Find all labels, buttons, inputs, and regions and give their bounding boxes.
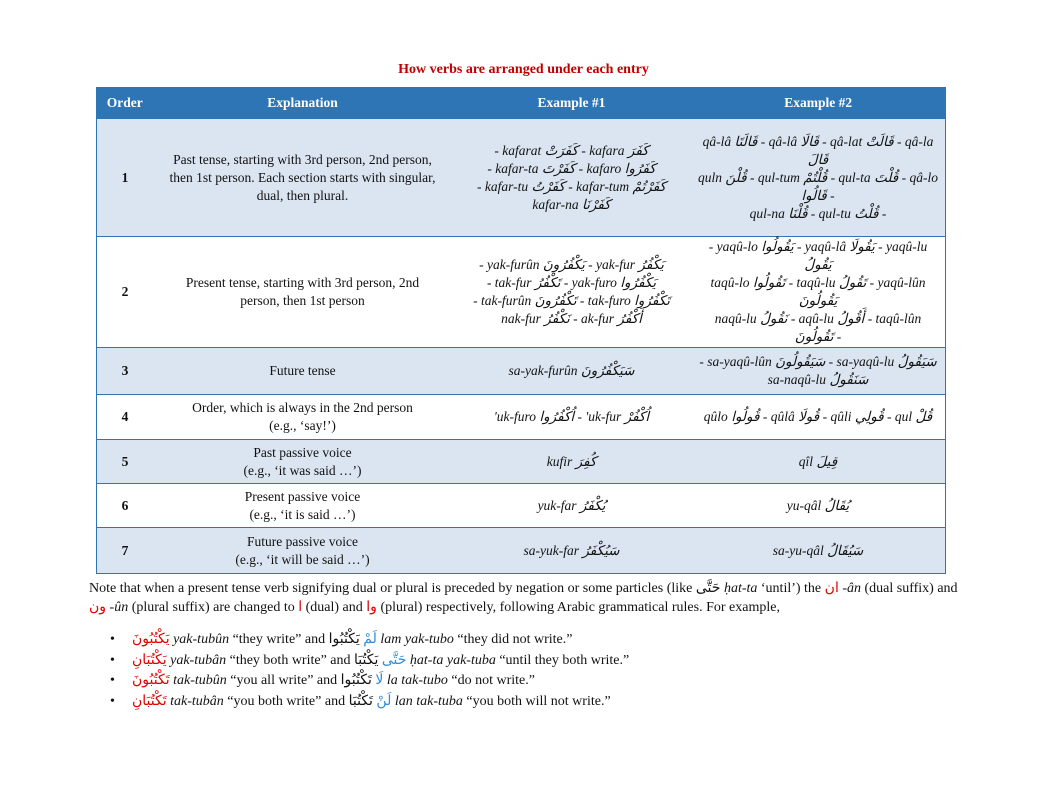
verb-gloss: “they write” and [229, 632, 329, 647]
example-2-cell-line: quln قُلْنَ - qul-tum قُلْتُمْ - qul-ta قُلْتَ - qâ-lo قَالُوا - [697, 169, 938, 203]
example-2-cell [691, 119, 946, 237]
header-explanation: Explanation [153, 88, 452, 119]
explanation-cell-line: Future tense [269, 363, 336, 378]
example-1-cell-line: sa-yuk-far سَيُكْفَرُ [523, 542, 620, 558]
verb-arabic: تَكْتُبَانِ [132, 693, 167, 709]
verbs-table [96, 87, 946, 574]
example-2-cell-line: yu-qâl يُقَالُ [786, 497, 850, 513]
waw-alif-arabic: وا [366, 600, 377, 615]
explanation-cell [153, 440, 452, 484]
dual-suffix-arabic: ان [824, 581, 839, 596]
phrase-gloss: “until they both write.” [495, 652, 630, 668]
phrase-translit: lan tak-tuba [394, 693, 463, 709]
example-1-cell-line: kafar-na كَفَرْنَا [532, 196, 611, 212]
example-1-cell [452, 528, 691, 574]
verb-arabic: يَكْتُبَانِ [132, 652, 167, 668]
table-row [97, 440, 946, 484]
table-header-row [97, 88, 946, 119]
verb-arabic-negated: تَكْتُبَا [348, 693, 373, 709]
example-1-cell-line: - kafar-ta كَفَرْتَ - kafaro كَفَرُوا [487, 160, 656, 176]
note-text: Note that when a present tense verb signifying dual or plural is preceded by negation or some particles (like [89, 581, 696, 596]
explanation-cell [153, 395, 452, 440]
example-1-cell [452, 119, 691, 237]
list-item [110, 671, 629, 692]
phrase-translit: ḥat-ta yak-tuba [409, 652, 496, 668]
explanation-cell [153, 119, 452, 237]
example-1-cell-line: - tak-furûn تَكْفُرُونَ - tak-furo تَكْفُرُوا [473, 293, 670, 308]
table-row [97, 484, 946, 528]
list-item [110, 651, 629, 672]
verb-arabic-negated: تَكْتُبُوا [340, 673, 372, 688]
table-row [97, 119, 946, 237]
example-2-cell-line: - yaqû-lo يَقُولُوا - yaqû-lâ يَقُولَا - yaqû-lu يَقُولُ [708, 239, 928, 272]
table-row [97, 348, 946, 395]
example-1-cell-line: - tak-fur تَكْفُرُ - yak-furo يَكْفُرُوا [486, 275, 657, 290]
verb-gloss: “they both write” and [226, 652, 355, 668]
example-2-cell [691, 528, 946, 574]
order-cell: 1 [97, 119, 154, 237]
phrase-translit: lam yak-tubo [380, 632, 454, 647]
dual-suffix-translit: -ân [842, 581, 861, 596]
hatta-arabic: حَتَّى [695, 581, 721, 596]
example-2-cell [691, 348, 946, 395]
note-text: (plural suffix) are changed to [128, 600, 299, 615]
verb-arabic: تَكْتُبُونَ [132, 673, 170, 688]
example-list [110, 630, 629, 712]
header-order: Order [97, 88, 154, 119]
example-2-cell-line: qîl قِيلَ [798, 453, 838, 469]
explanation-cell-line: (e.g., ‘say!’) [269, 418, 336, 433]
explanation-cell-line: Present passive voice [244, 488, 361, 504]
verb-gloss: “you both write” and [223, 693, 349, 709]
note-text: (plural) respectively, following Arabic grammatical rules. For example, [376, 600, 780, 615]
bullet-dot: • [110, 632, 115, 647]
explanation-cell-line: Order, which is always in the 2nd person [192, 400, 413, 415]
explanation-cell-line: (e.g., ‘it was said …’) [243, 462, 362, 478]
phrase-gloss: “you both will not write.” [462, 693, 611, 709]
example-2-cell-line: - sa-yaqû-lûn سَيَقُولُونَ - sa-yaqû-lu سَيَقُولُ [699, 354, 937, 369]
example-1-cell-line: sa-yak-furûn سَيَكْفُرُونَ [508, 363, 635, 378]
phrase-gloss: “do not write.” [447, 673, 535, 688]
example-2-cell-line: qâ-lâ قَالَتَا - qâ-lâ قَالَا - qâ-lat قَالَتْ - qâ-la قَالَ [702, 133, 934, 167]
verb-arabic-negated: يَكْتُبُوا [328, 632, 360, 647]
bullet-dot: • [110, 693, 115, 709]
particle-arabic: لَمْ [363, 632, 377, 647]
explanation-cell [153, 484, 452, 528]
table-row [97, 528, 946, 574]
example-2-cell [691, 237, 946, 348]
explanation-cell-line: Future passive voice [247, 533, 358, 549]
verb-arabic-negated: يَكْتُبَا [354, 652, 379, 668]
order-cell: 2 [97, 237, 154, 348]
note-text: ‘until’) the [757, 581, 825, 596]
explanation-cell-line: Past passive voice [253, 444, 352, 460]
example-1-cell-line: - kafar-tu كَفَرْتُ - kafar-tum كَفَرْتُمْ [477, 178, 666, 194]
verb-translit: tak-tubân [170, 693, 224, 709]
explanation-cell [153, 528, 452, 574]
order-cell: 5 [97, 440, 154, 484]
alif-arabic: ا [298, 600, 303, 615]
order-cell: 3 [97, 348, 154, 395]
example-1-cell [452, 484, 691, 528]
verb-arabic: يَكْتُبُونَ [132, 632, 170, 647]
phrase-translit: la tak-tubo [386, 673, 448, 688]
example-2-cell-line: taqû-lo تَقُولُوا - taqû-lu تَقُولُ - yaqû-lûn يَقُولُونَ [710, 275, 926, 308]
list-item [110, 692, 629, 713]
example-1-cell-line: - kafarat كَفَرَتْ - kafara كَفَرَ [494, 142, 649, 158]
plural-suffix-arabic: ون [89, 600, 107, 615]
note-paragraph [89, 579, 959, 617]
table-body [97, 119, 946, 574]
example-2-cell [691, 395, 946, 440]
order-cell: 7 [97, 528, 154, 574]
plural-suffix-translit: -ûn [109, 600, 129, 615]
particle-arabic: لَا [375, 673, 384, 688]
example-2-cell [691, 484, 946, 528]
note-text: (dual suffix) and [861, 581, 958, 596]
example-1-cell-line: - yak-furûn يَكْفُرُونَ - yak-fur يَكْفُرُ [479, 257, 664, 272]
example-1-cell [452, 348, 691, 395]
page-title: How verbs are arranged under each entry [398, 62, 649, 77]
bullet-dot: • [110, 652, 115, 668]
example-1-cell-line: yuk-far يُكْفَرُ [537, 497, 606, 513]
example-2-cell-line: sa-yu-qâl سَيُقَالُ [772, 542, 864, 558]
particle-arabic: حَتَّى [381, 652, 407, 668]
explanation-cell-line: (e.g., ‘it is said …’) [249, 506, 356, 522]
list-item [110, 630, 629, 651]
explanation-cell-line: person, then 1st person [240, 293, 365, 308]
verb-gloss: “you all write” and [226, 673, 341, 688]
hatta-translit: ḥat-ta [723, 581, 758, 596]
example-2-cell-line: qul-na قُلْنَا - qul-tu قُلْتُ - [749, 205, 887, 221]
example-2-cell-line: naqû-lu نَقُولُ - aqû-lu أَقُولُ - taqû-lûn تَقُولُونَ - [714, 311, 922, 344]
explanation-cell-line: (e.g., ‘it will be said …’) [235, 551, 370, 567]
example-2-cell [691, 440, 946, 484]
explanation-cell-line: Present tense, starting with 3rd person, 2nd [185, 275, 420, 290]
example-1-cell-line: nak-fur نَكْفُرُ - ak-fur أَكْفُرُ [501, 311, 642, 326]
particle-arabic: لَنْ [376, 693, 392, 709]
example-1-cell [452, 237, 691, 348]
header-example-2: Example #2 [691, 88, 946, 119]
order-cell: 4 [97, 395, 154, 440]
explanation-cell [153, 237, 452, 348]
example-1-cell [452, 395, 691, 440]
table-row [97, 237, 946, 348]
example-1-cell-line: kufir كُفِرَ [546, 453, 597, 469]
verb-translit: tak-tubûn [173, 673, 227, 688]
example-1-cell-line: 'uk-furo اُكْفُرُوا - 'uk-fur اُكْفُرْ [493, 409, 650, 424]
example-2-cell-line: qûlo قُولُوا - qûlâ قُولَا - qûli قُولِي - qul قُلْ [703, 409, 933, 424]
bullet-dot: • [110, 673, 115, 688]
explanation-cell-line: then 1st person. Each section starts with singular, [169, 169, 436, 185]
order-cell: 6 [97, 484, 154, 528]
example-2-cell-line: sa-naqû-lu سَنَقُولُ [767, 372, 869, 387]
verb-translit: yak-tubân [170, 652, 227, 668]
explanation-cell [153, 348, 452, 395]
example-1-cell [452, 440, 691, 484]
table-row [97, 395, 946, 440]
verb-translit: yak-tubûn [173, 632, 230, 647]
explanation-cell-line: dual, then plural. [256, 187, 349, 203]
header-example-1: Example #1 [452, 88, 691, 119]
phrase-gloss: “they did not write.” [453, 632, 573, 647]
note-text: (dual) and [302, 600, 367, 615]
explanation-cell-line: Past tense, starting with 3rd person, 2nd person, [173, 151, 432, 167]
